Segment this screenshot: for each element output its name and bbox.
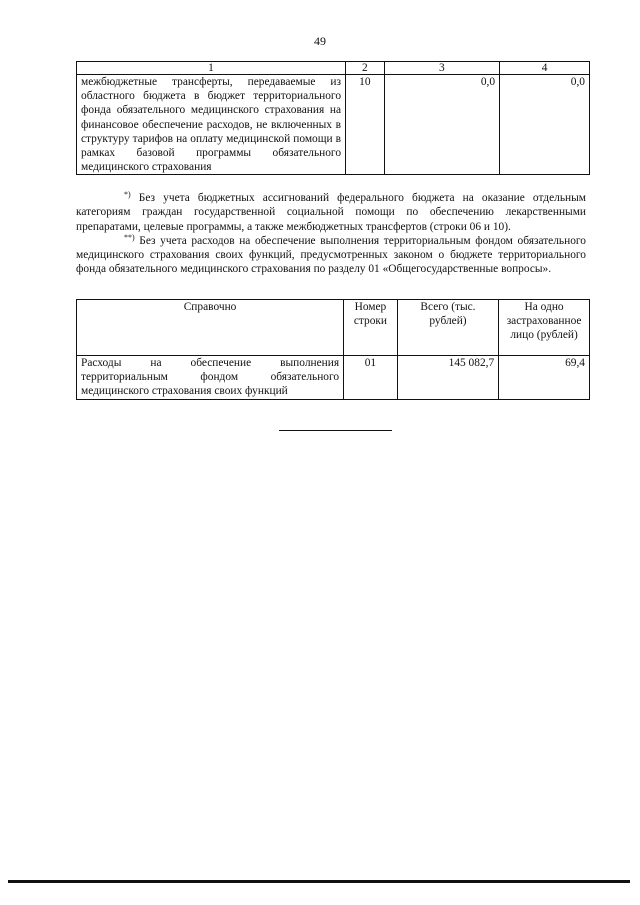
row-value-col4: 0,0 — [500, 75, 590, 175]
header-line-number: Номер строки — [344, 300, 398, 356]
footnote-1 — [76, 191, 586, 234]
row-value-col3: 0,0 — [384, 75, 499, 175]
reference-row-per-person: 69,4 — [499, 356, 590, 400]
row-description: межбюджетные трансферты, передаваемые из областного бюджета в бюджет территориального фонда обязательного медицинского страхования на финансовое обеспечение расходов, не включенных в структуру тарифов на оплату медицинской помощи в рамках базовой программы обязательного медицинского страхования — [77, 75, 346, 175]
footnote-2 — [76, 234, 586, 277]
column-header-1: 1 — [77, 62, 346, 75]
row-line-number: 10 — [346, 75, 385, 175]
table-row — [77, 75, 590, 175]
column-header-3: 3 — [384, 62, 499, 75]
reference-table — [76, 299, 590, 400]
footnote-2-text: Без учета расходов на обеспечение выполнения территориальным фондом обязательного медицинского страхования своих функций, предусмотренных законом о бюджете территориального фонда обязательного медицинского страхования по разделу 01 «Общегосударственные вопросы». — [76, 234, 586, 276]
reference-row-line: 01 — [344, 356, 398, 400]
footnote-2-mark: **) — [124, 232, 135, 242]
budget-table — [76, 61, 590, 175]
footnotes — [76, 191, 586, 277]
header-per-person: На одно застрахованное лицо (рублей) — [499, 300, 590, 356]
header-total: Всего (тыс. рублей) — [397, 300, 498, 356]
footnote-1-mark: *) — [124, 190, 131, 199]
footnote-1-text: Без учета бюджетных ассигнований федерального бюджета на оказание отдельным категориям граждан государственной социальной помощи по обеспечению лекарственными препаратами, целевые программы, а также межбюджетных трансфертов (строки 06 и 10). — [76, 192, 586, 233]
section-divider — [279, 430, 392, 431]
table-row — [77, 356, 590, 400]
column-header-2: 2 — [346, 62, 385, 75]
reference-row-description: Расходы на обеспечение выполнения территориальным фондом обязательного медицинского страхования своих функций — [77, 356, 344, 400]
table-header-row — [77, 62, 590, 75]
header-reference: Справочно — [77, 300, 344, 356]
column-header-4: 4 — [500, 62, 590, 75]
scan-edge-bar — [8, 880, 630, 883]
reference-row-total: 145 082,7 — [397, 356, 498, 400]
page-number: 49 — [314, 34, 326, 48]
reference-header-row — [77, 300, 590, 356]
